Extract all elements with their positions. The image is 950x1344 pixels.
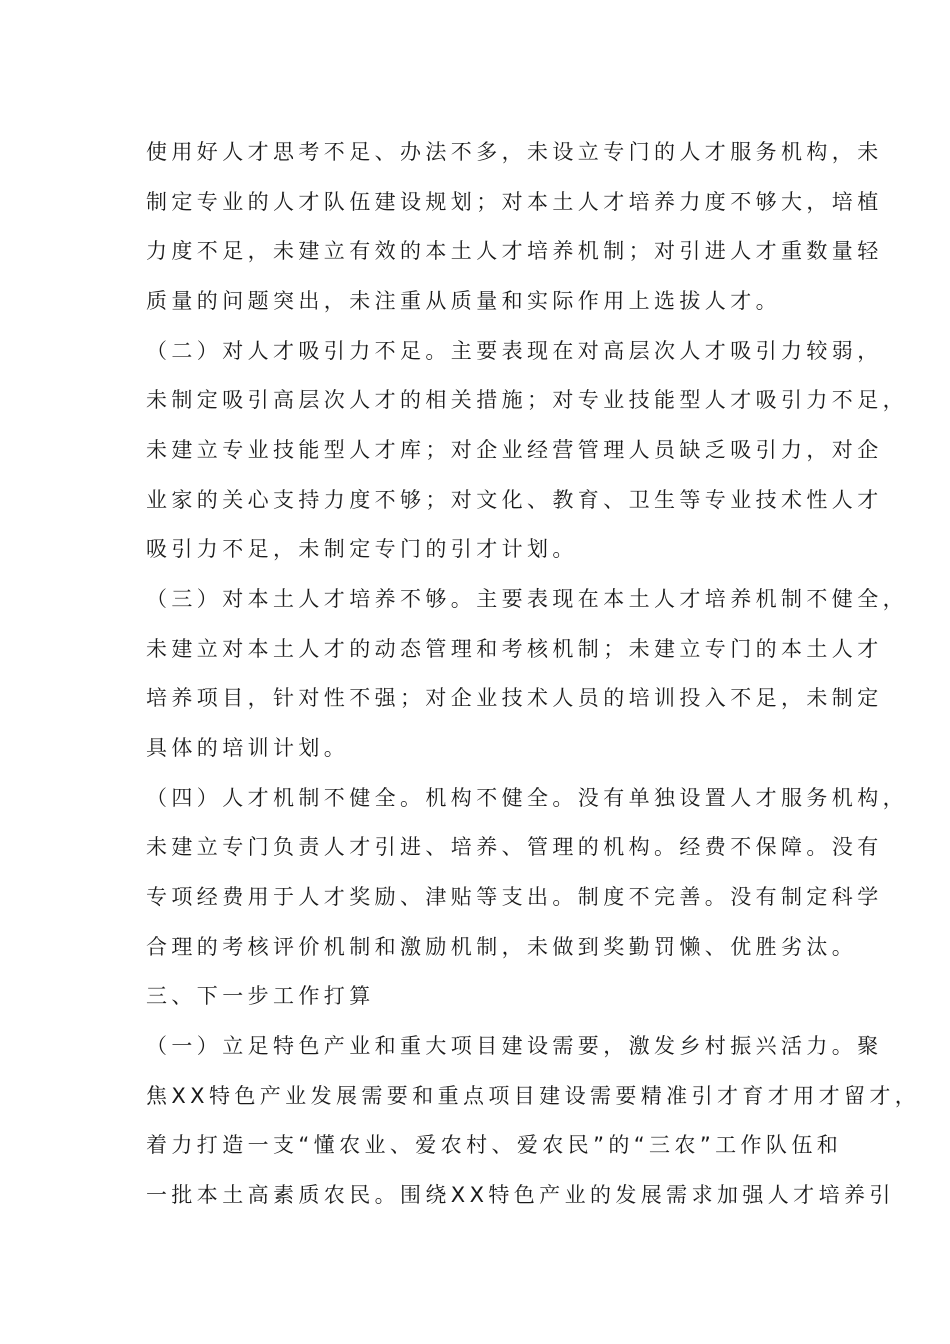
text-line: 着力打造一支“懂农业、爱农村、爱农民”的“三农”工作队伍和: [146, 1133, 843, 1157]
text-line: 具体的培训计划。: [146, 736, 350, 760]
text-line: 合理的考核评价机制和激励机制，未做到奖勤罚懒、优胜劣汰。: [146, 935, 858, 959]
text-line: 培养项目，针对性不强；对企业技术人员的培训投入不足，未制定: [146, 686, 883, 710]
text-line: （一）立足特色产业和重大项目建设需要，激发乡村振兴活力。聚: [146, 1034, 883, 1058]
text-line: 未建立对本土人才的动态管理和考核机制；未建立专门的本土人才: [146, 637, 883, 661]
text-line: （二）对人才吸引力不足。主要表现在对高层次人才吸引力较弱，: [146, 339, 883, 363]
text-line: 未建立专业技能型人才库；对企业经营管理人员缺乏吸引力，对企: [146, 438, 883, 462]
text-line: 一批本土高素质农民。围绕XX特色产业的发展需求加强人才培养引: [146, 1183, 895, 1207]
text-line: 未建立专门负责人才引进、培养、管理的机构。经费不保障。没有: [146, 835, 883, 859]
text-line: 使用好人才思考不足、办法不多，未设立专门的人才服务机构，未: [146, 140, 883, 164]
text-line: 制定专业的人才队伍建设规划；对本土人才培养力度不够大，培植: [146, 190, 883, 214]
text-line: 专项经费用于人才奖励、津贴等支出。制度不完善。没有制定科学: [146, 885, 883, 909]
text-line: （四）人才机制不健全。机构不健全。没有单独设置人才服务机构，: [146, 786, 908, 810]
text-line: 质量的问题突出，未注重从质量和实际作用上选拔人才。: [146, 289, 781, 313]
text-line: 焦XX特色产业发展需要和重点项目建设需要精准引才育才用才留才，: [146, 1084, 921, 1108]
text-line: 力度不足，未建立有效的本土人才培养机制；对引进人才重数量轻: [146, 239, 883, 263]
section-heading: 三、下一步工作打算: [146, 984, 375, 1008]
text-line: 业家的关心支持力度不够；对文化、教育、卫生等专业技术性人才: [146, 488, 883, 512]
text-line: 吸引力不足，未制定专门的引才计划。: [146, 537, 578, 561]
text-line: 未制定吸引高层次人才的相关措施；对专业技能型人才吸引力不足，: [146, 388, 908, 412]
text-line: （三）对本土人才培养不够。主要表现在本土人才培养机制不健全，: [146, 587, 908, 611]
